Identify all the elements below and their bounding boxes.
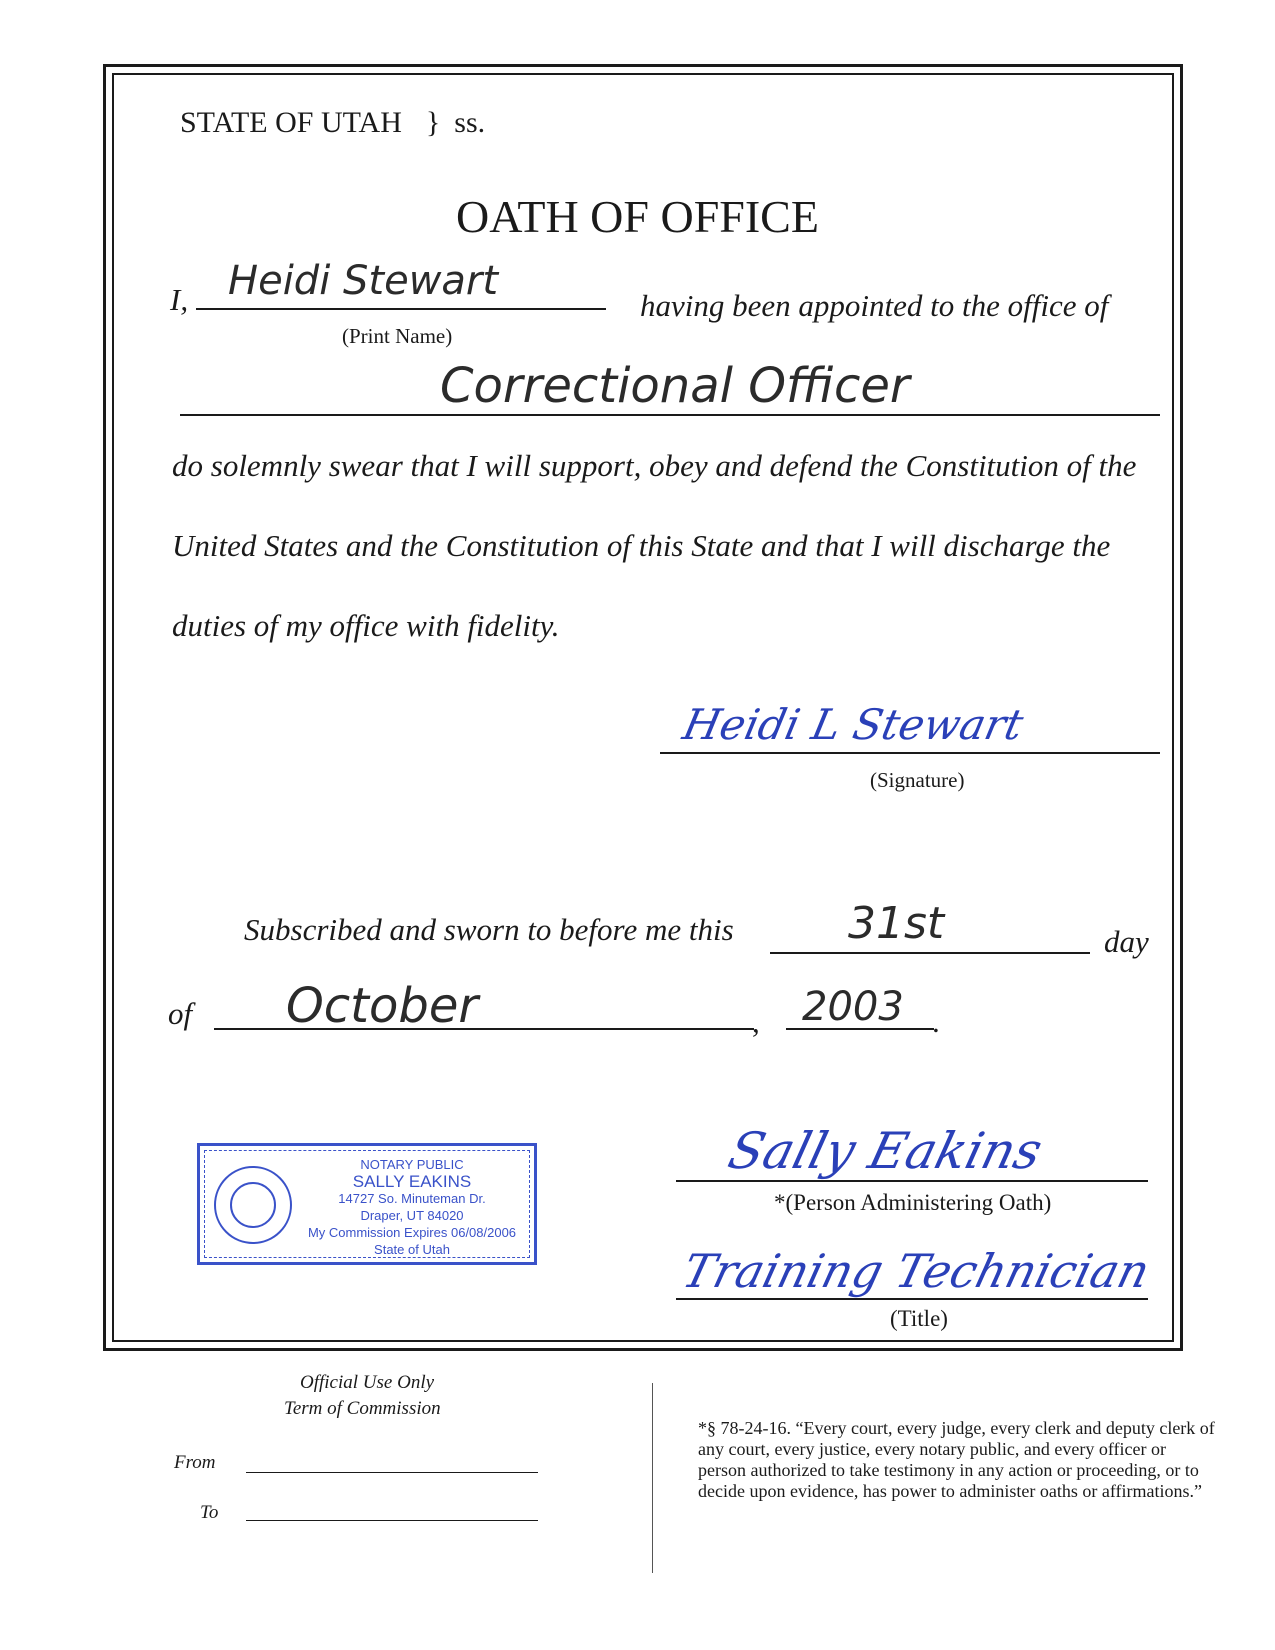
appointed-text: having been appointed to the office of	[640, 288, 1109, 323]
oath-body-line-1: do solemnly swear that I will support, obey and defend the Constitution of the	[172, 448, 1137, 483]
from-line	[246, 1472, 538, 1473]
notary-stamp	[197, 1143, 537, 1265]
administer-label: *(Person Administering Oath)	[774, 1190, 1052, 1215]
stamp-line-4: Draper, UT 84020	[360, 1208, 464, 1223]
statute-note: *§ 78-24-16. “Every court, every judge, every clerk and deputy clerk of any court, every justice, every notary public, and every officer or person authorized to take testimony in any action or proceeding, or to decide upon evidence, has power to administer oaths or affirmations.”	[698, 1418, 1215, 1501]
brace-glyph: }	[425, 106, 441, 139]
document-title: OATH OF OFFICE	[456, 191, 819, 242]
day-value: 31st	[848, 898, 945, 949]
year-value: 2003	[802, 984, 904, 1030]
date-period: .	[932, 1004, 940, 1039]
subscribed-text: Subscribed and sworn to before me this	[244, 912, 734, 947]
stamp-text-block	[296, 1156, 528, 1258]
to-line	[246, 1520, 538, 1521]
date-comma: ,	[752, 1004, 760, 1039]
i-prefix: I,	[170, 282, 189, 317]
month-value: October	[286, 978, 479, 1034]
signature-label: (Signature)	[870, 768, 965, 792]
stamp-line-6: State of Utah	[374, 1242, 450, 1257]
venue-heading	[180, 106, 485, 140]
oath-body-line-3: duties of my office with fidelity.	[172, 608, 560, 643]
footer-divider	[652, 1383, 653, 1573]
name-value: Heidi Stewart	[228, 258, 499, 304]
title-value: Training Technician	[677, 1244, 1156, 1298]
print-name-label: (Print Name)	[342, 324, 453, 348]
oath-body-line-2: United States and the Constitution of this State and that I will discharge the	[172, 528, 1111, 563]
state-name: STATE OF UTAH	[180, 106, 402, 139]
state-seal-icon	[214, 1166, 292, 1244]
official-use-label: Official Use Only	[300, 1372, 435, 1393]
to-label: To	[200, 1502, 219, 1523]
title-label: (Title)	[890, 1306, 948, 1331]
term-of-commission-label: Term of Commission	[284, 1398, 441, 1419]
from-label: From	[174, 1452, 216, 1473]
office-value: Correctional Officer	[440, 358, 910, 414]
day-label: day	[1104, 924, 1149, 959]
stamp-line-5: My Commission Expires 06/08/2006	[307, 1225, 517, 1240]
of-label: of	[168, 996, 193, 1031]
ss-label: ss.	[454, 106, 486, 139]
stamp-line-3: 14727 So. Minuteman Dr.	[338, 1191, 486, 1206]
administer-signature: Sally Eakins	[722, 1122, 1048, 1180]
stamp-line-1: NOTARY PUBLIC	[360, 1157, 464, 1172]
stamp-line-2: SALLY EAKINS	[352, 1172, 472, 1191]
oath-taker-signature: Heidi L Stewart	[678, 700, 1028, 749]
seal-center	[230, 1182, 276, 1228]
